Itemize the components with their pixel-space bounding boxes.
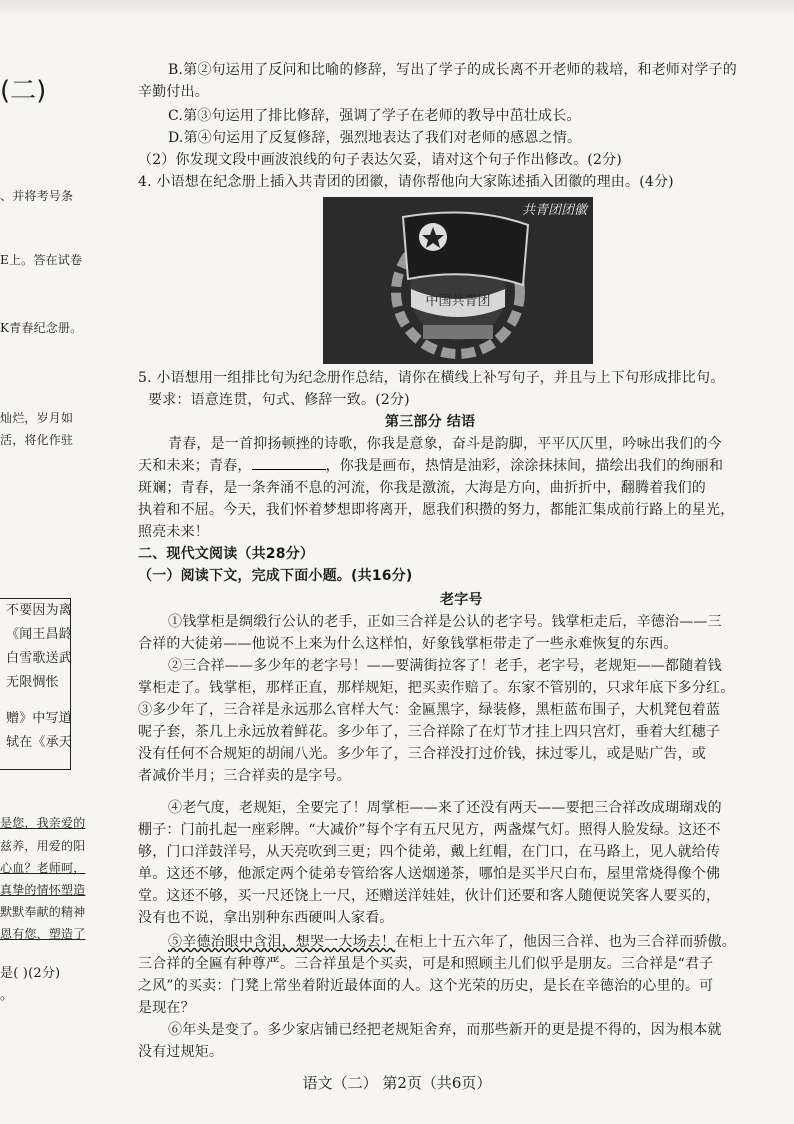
- poem-box-fragment: [0, 598, 71, 770]
- box-line: 轼在《承天: [6, 735, 73, 750]
- article-line: 单。这还不够，他派定两个徒弟专管给客人送烟递茶，哪怕是买半尺白布，屋里常烧得像个佛: [138, 866, 721, 882]
- article-line: 没有也不说，拿出别种东西硬叫人家看。: [138, 910, 394, 926]
- question-5: 5. 小语想用一组排比句为纪念册作总结，请你在横线上补写句子，并且与上下句形成排比句。: [138, 370, 725, 386]
- conclusion-text: ，你我是画布，热情是油彩，涂涂抹抹间，描绘出我们的绚丽和: [325, 458, 724, 474]
- article-line: 者减价半月；三合祥卖的是字号。: [138, 768, 351, 784]
- emblem-caption: 共青团团徽: [521, 203, 587, 218]
- margin-line: 、并将考号条: [0, 189, 74, 203]
- question-5-requirement: 要求：语意连贯，句式、修辞一致。(2分): [148, 392, 410, 408]
- conclusion-line: 照亮未来！: [138, 524, 209, 540]
- article-text: 在柜上十五六年了，他因三合祥、也为三合祥而骄傲。: [395, 934, 737, 950]
- hw-line: 恩有您，塑造了: [0, 927, 86, 941]
- article-line: 堂。这还不够，买一尺还饶上一尺，还赠送洋娃娃，伙计们还要和客人随便说笑客人要买的，: [138, 888, 721, 904]
- article-line: 是现在？: [138, 1000, 195, 1016]
- question-fragment: 是( )(2分): [0, 966, 61, 981]
- page-footer: 语文（二） 第2页（共6页）: [302, 1074, 492, 1092]
- scan-edge: [0, 0, 794, 18]
- article-line: 没有任何不合规矩的胡闹八光。多少年了，三合祥没打过价钱，抹过零儿，或是贴广告，或: [138, 746, 706, 762]
- hw-line: 心血？老师呵，: [0, 861, 86, 875]
- article-title: 老字号: [440, 592, 483, 608]
- wavy-sentence: ⑤辛德治眼中含泪，想哭一大场去！: [168, 934, 396, 950]
- box-line: 白雪歌送武: [6, 651, 73, 666]
- article-line: 合祥的大徒弟——他说不上来为什么这样怕，好象钱掌柜带走了一些永难恢复的东西。: [138, 636, 678, 652]
- margin-line: 灿烂，岁月如: [0, 411, 74, 425]
- article-line: ③多少年了，三合祥是永远那么官样大气：金匾黑字，绿装修，黑柜蓝布围子，大机凳包着蓝: [138, 702, 721, 718]
- article-line: ①钱掌柜是绸缎行公认的老手，正如三合祥是公认的老字号。钱掌柜走后，辛德治——三: [168, 614, 722, 630]
- option-b: B.第②句运用了反问和比喻的修辞，写出了学子的成长离不开老师的栽培，和老师对学子的: [168, 62, 737, 78]
- article-line: 掌柜走了。钱掌柜，那样正直，那样规矩，把买卖作赔了。东家不管别的，只求年底下多分红。: [138, 680, 735, 696]
- header-fragment: (二): [0, 76, 47, 106]
- article-line: 够，门口洋鼓洋号，从天亮吹到三更；四个徒弟，戴上红帽，在门口，在马路上，见人就给传: [138, 844, 721, 860]
- hw-line: 兹养，用爱的阳: [0, 839, 86, 853]
- article-line: ④老气度，老规矩，全要完了！周掌柜——来了还没有两天——要把三合祥改成瑚瑚戏的: [168, 800, 722, 816]
- conclusion-line: 青春，是一首抑扬顿挫的诗歌，你我是意象，奋斗是韵脚，平平仄仄里，吟咏出我们的今: [168, 436, 722, 452]
- hw-line: 默默奉献的精神: [0, 905, 86, 919]
- option-d: D.第④句运用了反复修辞，强烈地表达了我们对老师的感恩之情。: [168, 130, 582, 146]
- box-line: 《闻王昌龄: [6, 627, 73, 642]
- article-line: ②三合祥——多少年的老字号！——要满街拉客了！老手，老字号，老规矩——都随着钱: [168, 658, 722, 674]
- question-2: （2）你发现文段中画波浪线的句子表达欠妥，请对这个句子作出修改。(2分): [138, 152, 622, 168]
- youth-league-emblem-image: [323, 197, 593, 364]
- box-line: 无限惆怅: [6, 675, 59, 690]
- article-line: 三合祥的全匾有种尊严。三合祥虽是个买卖，可是和照顾主儿们似乎是朋友。三合祥是“君子: [138, 956, 714, 972]
- conclusion-line: [138, 456, 723, 476]
- margin-line: K青春纪念册。: [0, 321, 83, 335]
- part3-title: 第三部分 结语: [385, 414, 476, 430]
- margin-line: 活，将化作驻: [0, 433, 74, 447]
- emblem-graphic: [323, 197, 593, 364]
- box-line: 不要因为离: [6, 603, 73, 618]
- article-line: 棚子：门前扎起一座彩牌。“大减价”每个字有五尺见方，两盏煤气灯。照得人脸发绿。这还不: [138, 822, 721, 838]
- article-line: [168, 932, 736, 952]
- margin-line: E上。答在试卷: [0, 253, 83, 267]
- option-c: C.第③句运用了排比修辞，强调了学子在老师的教导中茁壮成长。: [168, 108, 581, 124]
- option-b-cont: 辛勤付出。: [138, 84, 209, 100]
- article-line: 呢子套，茶几上永远放着鲜花。多少年了，三合祥除了在灯节才挂上四只宫灯，垂着大红穗子: [138, 724, 721, 740]
- box-line: 赠》中写道: [6, 711, 73, 726]
- hw-line: 真挚的情怀塑造: [0, 883, 86, 897]
- conclusion-line: 斑斓；青春，是一条奔涌不息的河流，你我是激流，大海是方向，曲折折中，翻腾着我们的: [138, 480, 706, 496]
- article-line: 没有过规矩。: [138, 1044, 224, 1060]
- article-line: ⑥年头是变了。多少家店铺已经把老规矩舍弃，而那些新开的更是提不得的，因为根本就: [168, 1022, 722, 1038]
- emblem-ribbon-text: 中国共青团: [425, 294, 491, 309]
- conclusion-text: 天和未来；青春，: [138, 458, 252, 474]
- article-line: 之风”的买卖：门凳上常坐着附近最体面的人。这个光荣的历史，是长在辛德治的心里的。可: [138, 978, 714, 994]
- hw-line: 是您，我亲爱的: [0, 816, 86, 830]
- question-4: 4. 小语想在纪念册上插入共青团的团徽，请你帮他向大家陈述插入团徽的理由。(4分): [138, 174, 674, 190]
- section2-title: 二、现代文阅读（共28分）: [138, 546, 315, 562]
- sub1-title: （一）阅读下文，完成下面小题。(共16分): [138, 568, 413, 584]
- margin-dot: 。: [0, 988, 14, 1003]
- answer-blank[interactable]: [252, 456, 326, 470]
- conclusion-line: 执着和不屈。今天，我们怀着梦想即将离开，愿我们积攒的努力，都能汇集成前行路上的星光，: [138, 502, 735, 518]
